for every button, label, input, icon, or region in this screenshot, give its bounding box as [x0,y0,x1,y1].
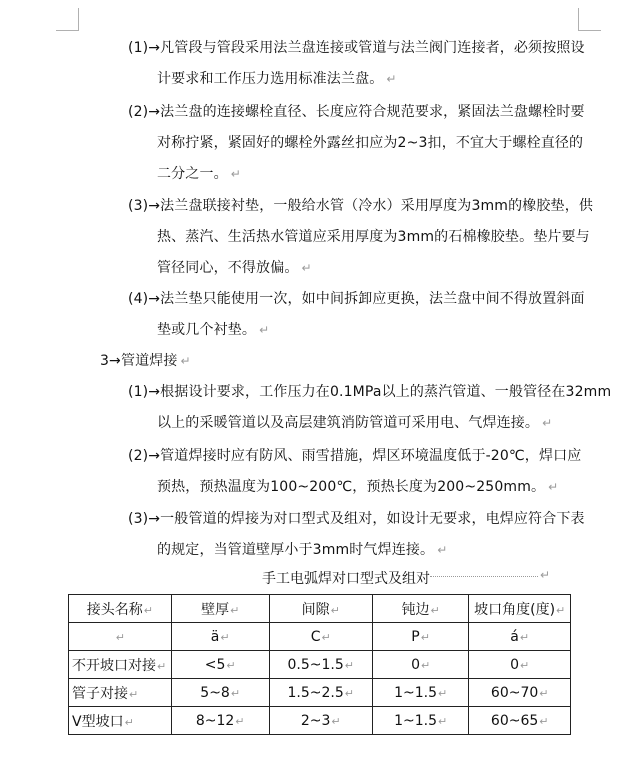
text-line: 垫或几个衬垫。 ↵ [157,322,270,338]
header-cell: 接头名称↵ [69,595,172,623]
cell-mark-icon: ↵ [124,715,134,729]
table-header-row [69,595,571,623]
table-cell: 8~12↵ [171,707,269,735]
cell-mark-icon: ↵ [539,686,549,700]
text-line: 管径同心，不得放偏。 ↵ [157,260,312,276]
cell-mark-icon: ↵ [437,686,448,700]
text-line: (4)→法兰垫只能使用一次，如中间拆卸应更换，法兰盘中间不得放置斜面 [128,291,585,307]
table-cell: 1~1.5↵ [372,679,469,707]
cell-mark-icon: ↵ [330,603,340,617]
text-line: (1)→根据设计要求，工作压力在0.1MPa以上的蒸汽管道、一般管径在32mm [128,384,612,400]
cell-mark-icon: ↵ [430,603,440,617]
cell-mark-icon: ↵ [519,630,530,644]
text-line: (2)→管道焊接时应有防风、雨雪措施，焊区环境温度低于-20℃，焊口应 [128,448,582,464]
cell-mark-icon: ↵ [129,687,139,701]
cell-mark-icon: ↵ [157,659,167,673]
symbol-cell: C↵ [269,623,372,651]
header-cell: 钝边↵ [372,595,469,623]
paragraph-weld-2 [128,441,581,503]
text-line: 预热，预热温度为100~200℃，预热长度为200~250mm。 ↵ [157,479,559,495]
table-cell: 1~1.5↵ [372,707,469,735]
symbol-cell: á↵ [469,623,571,651]
paragraph-mark-icon: ↵ [301,261,312,275]
cell-mark-icon: ↵ [344,658,354,672]
paragraph-mark-icon: ↵ [386,72,397,86]
cell-mark-icon: ↵ [420,630,430,644]
cell-mark-icon: ↵ [143,603,153,617]
cell-mark-icon: ↵ [420,658,431,672]
text-line: 二分之一。 ↵ [157,166,241,182]
cell-mark-icon: ↵ [230,686,241,700]
cell-mark-icon: ↵ [321,630,331,644]
cell-mark-icon: ↵ [437,714,448,728]
cell-mark-icon: ↵ [556,603,566,617]
table-cell: 1.5~2.5↵ [269,679,372,707]
table-cell: <5↵ [171,651,269,679]
cell-mark-icon: ↵ [115,630,125,644]
table-cell: 0↵ [469,651,571,679]
paragraph-weld-3 [128,504,585,566]
paragraph-mark-icon: ↵ [540,568,551,582]
table-cell: 管子对接↵ [69,679,172,707]
paragraph-flange-1 [128,33,585,95]
text-line: (3)→法兰盘联接衬垫，一般给水管（冷水）采用厚度为3mm的橡胶垫，供 [128,198,593,214]
cell-mark-icon: ↵ [331,714,341,728]
cell-mark-icon: ↵ [226,658,236,672]
paragraph-mark-icon: ↵ [548,480,559,494]
paragraph-weld-1 [128,377,611,439]
text-line: 对称拧紧，紧固好的螺栓外露丝扣应为2~3扣，不宜大于螺栓直径的 [157,135,584,151]
text-line: 3→管道焊接 ↵ [100,353,191,369]
cell-mark-icon: ↵ [539,714,549,728]
cell-mark-icon: ↵ [220,630,230,644]
paragraph-mark-icon: ↵ [437,543,448,557]
paragraph-flange-2 [128,97,585,190]
paragraph-flange-3 [128,191,593,284]
paragraph-mark-icon: ↵ [259,323,270,337]
table-cell: 5~8↵ [171,679,269,707]
cell-mark-icon: ↵ [520,658,530,672]
symbol-cell: P↵ [372,623,469,651]
table-cell: 60~65↵ [469,707,571,735]
table-cell: 60~70↵ [469,679,571,707]
text-line: 以上的采暖管道以及高层建筑消防管道可采用电、气焊连接。 ↵ [157,415,553,431]
table-cell: 0↵ [372,651,469,679]
cell-mark-icon: ↵ [344,686,354,700]
text-line: 计要求和工作压力选用标准法兰盘。 ↵ [157,71,397,87]
page-corner-mark-top-right [578,8,601,31]
symbol-cell [69,623,172,651]
header-cell: 壁厚↵ [171,595,269,623]
page-corner-mark-top-left [56,8,79,31]
cell-mark-icon: ↵ [230,603,240,617]
text-line: (1)→凡管段与管段采用法兰盘连接或管道与法兰阀门连接者，必须按照设 [128,40,585,56]
paragraph-mark-icon: ↵ [230,167,241,181]
weld-spec-table [68,594,571,735]
text-line: (2)→法兰盘的连接螺栓直径、长度应符合规范要求，紧固法兰盘螺栓时要 [128,104,585,120]
table-symbol-row [69,623,571,651]
section-heading-welding [100,346,191,377]
paragraph-mark-icon: ↵ [542,416,553,430]
table-row [69,679,571,707]
table-row [69,651,571,679]
paragraph-flange-4 [128,284,585,346]
table-cell: 0.5~1.5↵ [269,651,372,679]
dotted-leader [430,576,538,577]
table-caption-title: 手工电弧焊对口型式及组对 [262,571,430,587]
text-line: 热、蒸汽、生活热水管道应采用厚度为3mm的石棉橡胶垫。垫片要与 [157,229,590,245]
text-line: (3)→一般管道的焊接为对口型式及组对，如设计无要求，电焊应符合下表 [128,511,585,527]
header-cell: 间隙↵ [269,595,372,623]
text-line: 的规定，当管道壁厚小于3mm时气焊连接。 ↵ [157,542,448,558]
table-cell: 2~3↵ [269,707,372,735]
cell-mark-icon: ↵ [235,714,245,728]
symbol-cell: ä↵ [171,623,269,651]
table-row [69,707,571,735]
paragraph-mark-icon: ↵ [180,354,191,368]
table-cell: V型坡口↵ [69,707,172,735]
header-cell: 坡口角度(度)↵ [469,595,571,623]
table-cell: 不开坡口对接↵ [69,651,172,679]
